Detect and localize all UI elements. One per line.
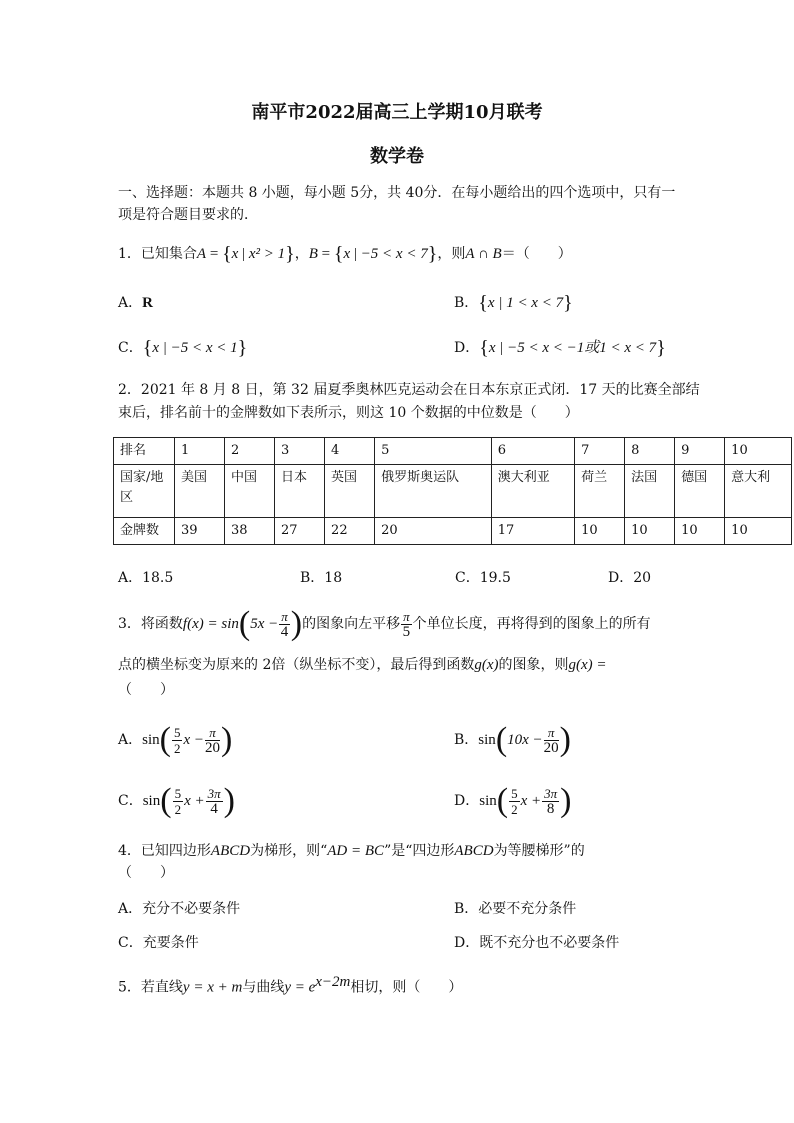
q4-option-d: D．既不充分也不必要条件 [454, 935, 620, 951]
q1-set-a-var: x [231, 246, 239, 262]
question-3-line2: 点的横坐标变为原来的 2倍（纵坐标不变），最后得到函数g(x)的图象，则g(x) = [118, 657, 607, 673]
table-cell: 德国 [675, 465, 725, 518]
table-header-rank: 排名 [114, 438, 175, 465]
table-cell: 7 [575, 438, 625, 465]
table-row-gold [114, 518, 792, 545]
table-cell: 法国 [625, 465, 675, 518]
table-cell: 意大利 [725, 465, 792, 518]
question-2-line1: 2．2021 年 8 月 8 日，第 32 届夏季奥林匹克运动会在日本东京正式闭．17 天的比赛全部结 [118, 382, 700, 398]
table-cell: 10 [575, 518, 625, 545]
q1-paren: ＝（ ） [501, 246, 572, 262]
table-cell: 5 [375, 438, 492, 465]
table-cell: 10 [725, 518, 792, 545]
table-cell: 1 [175, 438, 225, 465]
table-row-rank [114, 438, 792, 465]
table-cell: 2 [225, 438, 275, 465]
q1-set-a-cond: x² > 1 [248, 246, 286, 262]
q1-expression: A ∩ B [465, 246, 502, 262]
table-cell: 10 [675, 518, 725, 545]
q4-option-c: C．充要条件 [118, 935, 199, 951]
q3-paren: （ ） [118, 682, 174, 698]
q1-set-b-name: B [308, 246, 318, 262]
q4-paren: （ ） [118, 865, 174, 881]
q3-option-c: C． sin ( $\frac{5}{2}$ x + $\frac{3\pi}{4}$ ) [118, 782, 235, 819]
table-header-gold: 金牌数 [114, 518, 175, 545]
q4-option-b: B．必要不充分条件 [454, 901, 577, 917]
q2-option-a: A．18.5 [118, 570, 174, 586]
table-cell: 17 [491, 518, 574, 545]
q1-option-c: C．{x | −5 < x < 1} [118, 337, 248, 359]
table-row-country [114, 465, 792, 518]
table-cell: 8 [625, 438, 675, 465]
table-cell: 日本 [275, 465, 325, 518]
table-cell: 俄罗斯奥运队 [375, 465, 492, 518]
q2-option-d: D．20 [608, 570, 652, 586]
table-cell: 39 [175, 518, 225, 545]
q2-option-c: C．19.5 [455, 570, 511, 586]
table-cell: 6 [491, 438, 574, 465]
table-cell: 38 [225, 518, 275, 545]
question-1-stem: 1．已知集合A = {x | x² > 1}，B = {x | −5 < x < 7}，则A ∩ B＝（ ） [118, 243, 572, 265]
q3-option-a: A． sin ( $\frac{5}{2}$ x − $\frac{\pi}{20}$ ) [118, 721, 233, 758]
q4-option-a: A．充分不必要条件 [118, 901, 241, 917]
table-cell: 英国 [325, 465, 375, 518]
table-cell: 美国 [175, 465, 225, 518]
page-title: 南平市2022届高三上学期10月联考 [251, 102, 543, 123]
q1-option-a: A．R [118, 295, 153, 311]
q1-set-a-name: A [196, 246, 207, 262]
table-cell: 22 [325, 518, 375, 545]
table-cell: 27 [275, 518, 325, 545]
question-5-stem: 5．若直线y = x + m与曲线$y = e^{x-2m}$相切，则（ ） [118, 974, 463, 996]
q1-number: 1．已知集合 [118, 246, 197, 262]
table-cell: 4 [325, 438, 375, 465]
question-3-line1: 3．将函数 f(x) = sin ( 5x − $\frac{\pi}{4}$ ) 的图象向左平移 $\frac{\pi}{5}$ 个单位长度，再将得到的图象上的所有 [118, 605, 651, 642]
question-4-line1: 4．已知四边形ABCD为梯形，则“AD = BC”是“四边形ABCD为等腰梯形”的 [118, 843, 585, 859]
q1-set-b-cond: −5 < x < 7 [360, 246, 428, 262]
table-header-country: 国家/地区 [114, 465, 175, 518]
table-cell: 澳大利亚 [491, 465, 574, 518]
q3-option-d: D． sin ( $\frac{5}{2}$ x + $\frac{3\pi}{8}$ ) [454, 782, 572, 819]
section-instruction-line1: 一、选择题：本题共 8 小题，每小题 5分，共 40分．在每小题给出的四个选项中，只有一 [118, 185, 676, 201]
q2-option-b: B．18 [300, 570, 343, 586]
question-2-line2: 束后，排名前十的金牌数如下表所示，则这 10 个数据的中位数是（ ） [118, 405, 579, 421]
page-subtitle: 数学卷 [370, 146, 424, 167]
section-instruction-line2: 项是符合题目要求的． [118, 207, 258, 223]
table-cell: 荷兰 [575, 465, 625, 518]
table-cell: 20 [375, 518, 492, 545]
table-cell: 中国 [225, 465, 275, 518]
q1-option-b: B．{x | 1 < x < 7} [454, 292, 573, 314]
medal-table [113, 437, 792, 545]
table-cell: 10 [625, 518, 675, 545]
table-cell: 10 [725, 438, 792, 465]
q1-tail: ，则 [437, 246, 466, 262]
table-cell: 9 [675, 438, 725, 465]
table-cell: 3 [275, 438, 325, 465]
q1-option-d: D．{x | −5 < x < −1或1 < x < 7} [454, 337, 666, 359]
q3-option-b: B． sin ( 10x − $\frac{\pi}{20}$ ) [454, 721, 571, 758]
